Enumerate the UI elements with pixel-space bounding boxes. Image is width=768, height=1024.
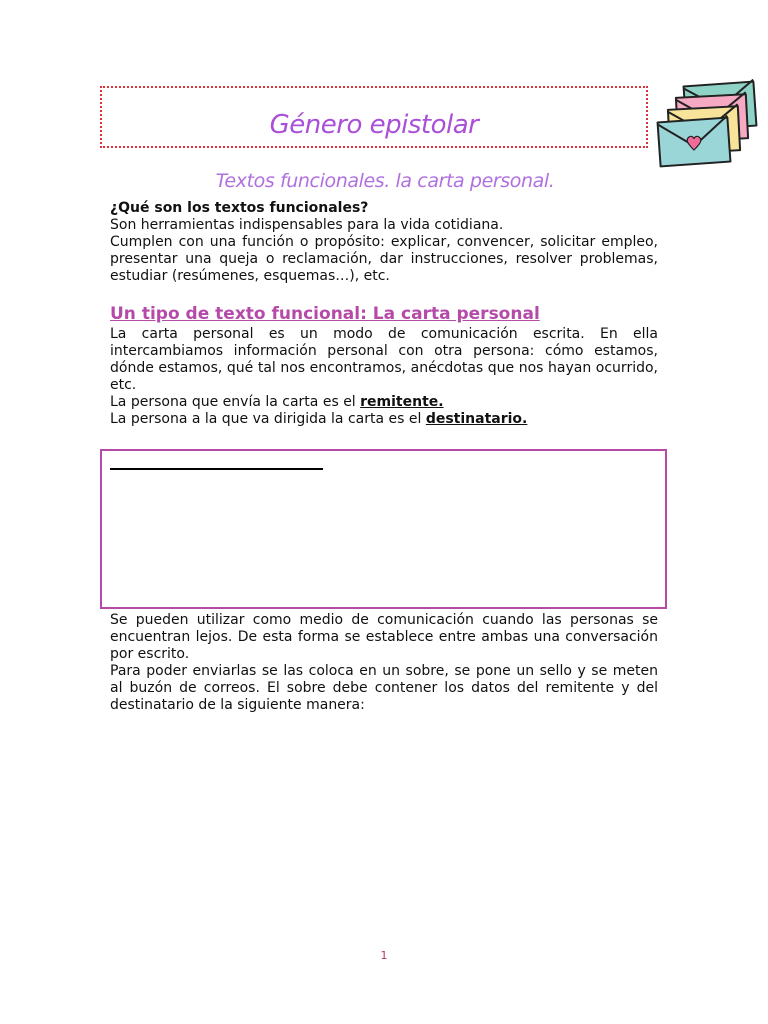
intro-line-2: Cumplen con una función o propósito: explicar, convencer, solicitar empleo, presentar una queja o reclamación, dar instrucciones, resolver problemas, estudiar (resúmenes, esquemas…), etc.: [110, 234, 658, 284]
section-block: [110, 326, 658, 428]
section-heading: Un tipo de texto funcional: La carta personal: [110, 304, 540, 324]
sender-term: remitente.: [360, 394, 444, 410]
recipient-line: [110, 411, 658, 428]
closing-block: [110, 612, 658, 714]
blank-line: [110, 468, 323, 470]
section-paragraph: La carta personal es un modo de comunicación escrita. En ella intercambiamos información personal con otra persona: cómo estamos, dónde estamos, qué tal nos encontramos, anécdotas que nos hayan ocurrido, etc.: [110, 326, 658, 393]
sender-prefix: La persona que envía la carta es el: [110, 394, 361, 410]
closing-paragraph-1: Se pueden utilizar como medio de comunicación cuando las personas se encuentran lejos. De esta forma se establece entre ambas una conversación por escrito.: [110, 612, 658, 662]
closing-paragraph-2: Para poder enviarlas se las coloca en un sobre, se pone un sello y se meten al buzón de correos. El sobre debe contener los datos del remitente y del destinatario de la siguiente manera:: [110, 663, 658, 713]
intro-line-1: Son herramientas indispensables para la vida cotidiana.: [110, 217, 504, 233]
subtitle: Textos funcionales. la carta personal.: [215, 170, 555, 192]
empty-frame: [100, 449, 667, 609]
recipient-prefix: La persona a la que va dirigida la carta es el: [110, 411, 426, 427]
intro-question: ¿Qué son los textos funcionales?: [110, 200, 369, 216]
envelopes-illustration: [655, 78, 765, 170]
page-title: Género epistolar: [269, 110, 479, 140]
recipient-term: destinatario.: [425, 411, 528, 427]
sender-line: [110, 394, 658, 411]
page-number: 1: [380, 949, 388, 962]
intro-block: [110, 200, 658, 285]
